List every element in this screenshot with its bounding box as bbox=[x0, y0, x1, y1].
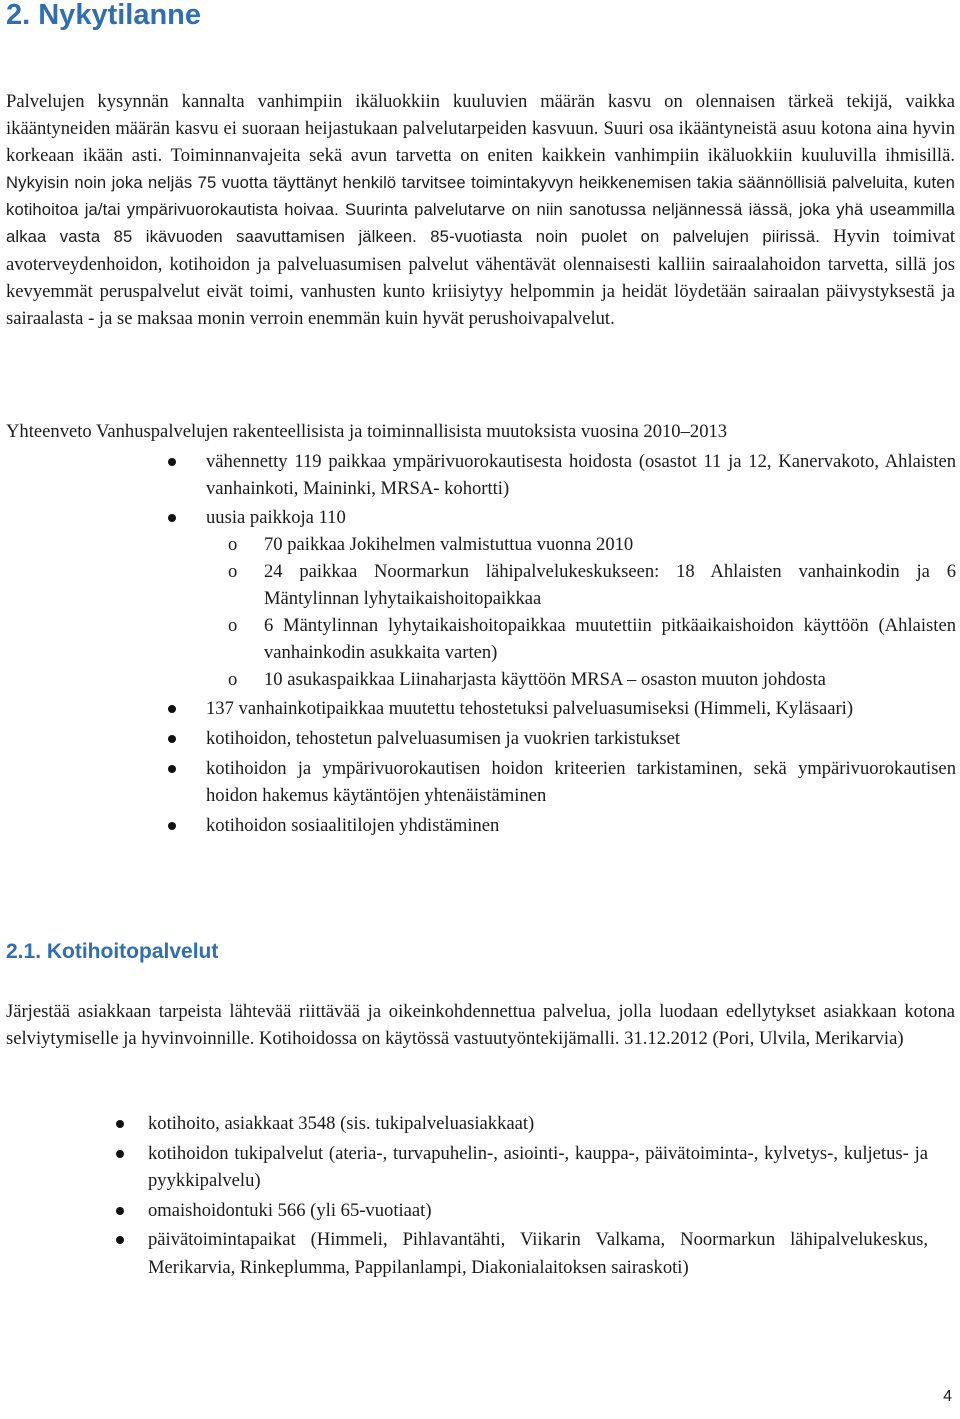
intro-paragraph bbox=[6, 88, 955, 332]
list-item bbox=[206, 812, 956, 839]
sub-list-item bbox=[204, 666, 956, 693]
list-item bbox=[206, 448, 956, 502]
page-number: 4 bbox=[943, 1388, 952, 1405]
bullet-icon bbox=[168, 822, 176, 830]
sub-item-text: 24 paikkaa Noormarkun lähipalvelukeskukseen: 18 Ahlaisten vanhainkodin ja 6 Mäntylinnan lyhytaikaishoitopaikkaa bbox=[264, 561, 956, 609]
sub-item-text: 70 paikkaa Jokihelmen valmistuttua vuonna 2010 bbox=[264, 534, 634, 555]
list-item bbox=[206, 755, 956, 809]
kotihoito-list bbox=[148, 1110, 928, 1281]
section-title: 2. Nykytilanne bbox=[6, 0, 202, 31]
kotihoito-item-text: päivätoimintapaikat (Himmeli, Pihlavantähti, Viikarin Valkama, Noormarkun lähipalvelukeskus, Merikarvia, Rinkeplumma, Pappilanlampi, Diakonialaitoksen sairaskoti) bbox=[148, 1229, 928, 1278]
sub-item-text: 10 asukaspaikkaa Liinaharjasta käyttöön MRSA – osaston muuton johdosta bbox=[264, 669, 826, 690]
sub-list-item bbox=[204, 612, 956, 666]
summary-item-text: kotihoidon, tehostetun palveluasumisen ja vuokrien tarkistukset bbox=[206, 728, 681, 749]
bullet-icon bbox=[116, 1207, 124, 1215]
list-item bbox=[148, 1226, 928, 1281]
kotihoito-item-text: kotihoidon tukipalvelut (ateria-, turvapuhelin-, asiointi-, kauppa-, päivätoiminta-, kylvetys-, kuljetus- ja pyykkipalvelu) bbox=[148, 1142, 928, 1191]
summary-list bbox=[206, 448, 956, 839]
list-item bbox=[206, 695, 956, 722]
bullet-icon bbox=[168, 514, 176, 522]
list-item bbox=[206, 725, 956, 752]
summary-title: Yhteenveto Vanhuspalvelujen rakenteellisista ja toiminnallisista muutoksista vuosina 2010–2013 bbox=[6, 421, 728, 442]
sub-list bbox=[204, 531, 956, 693]
subsection-title: 2.1. Kotihoitopalvelut bbox=[6, 940, 219, 963]
list-item bbox=[148, 1140, 928, 1195]
bullet-icon bbox=[116, 1120, 124, 1128]
summary-item-text: kotihoidon sosiaalitilojen yhdistäminen bbox=[206, 815, 500, 836]
bullet-icon bbox=[168, 458, 176, 466]
sub-item-text: 6 Mäntylinnan lyhytaikaishoitopaikkaa muutettiin pitkäaikaishoidon käyttöön (Ahlaisten vanhainkodin asukkaita varten) bbox=[264, 615, 956, 663]
list-item bbox=[148, 1110, 928, 1138]
list-item bbox=[148, 1197, 928, 1225]
intro-text-sans: Nykyisin noin joka neljäs 75 vuotta täyttänyt henkilö tarvitsee toimintakyvyn heikkenemisen takia säännöllisiä palveluita, kuten kotihoitoa ja/tai ympärivuorokautista hoivaa. Suurinta palvelutarve on niin sanotussa neljännessä iässä, joka yhä useammilla alkaa vasta 85 ikävuoden saavuttamisen jälkeen. 85-vuotiasta noin puolet on palvelujen piirissä. bbox=[6, 173, 955, 247]
summary-item-text: vähennetty 119 paikkaa ympärivuorokautisesta hoidosta (osastot 11 ja 12, Kanervakoto, Ahlaisten vanhainkoti, Maininki, MRSA- kohortti) bbox=[206, 451, 956, 499]
kotihoito-item-text: kotihoito, asiakkaat 3548 (sis. tukipalveluasiakkaat) bbox=[148, 1113, 535, 1134]
sub-bullet-marker: o bbox=[228, 561, 238, 582]
sub-bullet-marker: o bbox=[228, 615, 238, 636]
sub-bullet-marker: o bbox=[228, 534, 238, 555]
list-item bbox=[206, 504, 956, 693]
intro-text-end: Hyvin toimivat avoterveydenhoidon, kotihoidon ja palveluasumisen palvelut vähentävät olennaisesti kalliin sairaalahoidon tarvetta, sillä jos kevyemmät peruspalvelut eivät toimi, vanhusten kunto kriisiytyy helpommin ja heidät löydetään sairaalan päivystyksestä ja sairaalasta - ja se maksaa monin verroin enemmän kuin hyvät perushoivapalvelut. bbox=[6, 226, 956, 329]
bullet-icon bbox=[168, 705, 176, 713]
summary-item-text: uusia paikkoja 110 bbox=[206, 507, 346, 528]
summary-item-text: kotihoidon ja ympärivuorokautisen hoidon kriteerien tarkistaminen, sekä ympärivuorokautisen hoidon hakemus käytäntöjen yhtenäistäminen bbox=[206, 758, 956, 806]
sub-list-item bbox=[204, 558, 956, 612]
intro-text-serif: Palvelujen kysynnän kannalta vanhimpiin ikäluokkiin kuuluvien määrän kasvu on olennaisen tärkeä tekijä, vaikka ikääntyneiden määrän kasvu ei suoraan heijastukaan palvelutarpeiden kasvuun. Suuri osa ikääntyneistä asuu kotona aina hyvin korkeaan ikään asti. Toiminnanvajeita sekä avun tarvetta on eniten kaikkein vanhimpiin ikäluokkiin kuuluvilla ihmisillä. bbox=[6, 91, 955, 167]
bullet-icon bbox=[116, 1236, 124, 1244]
bullet-icon bbox=[168, 735, 176, 743]
bullet-icon bbox=[168, 765, 176, 773]
bullet-icon bbox=[116, 1150, 124, 1158]
summary-item-text: 137 vanhainkotipaikkaa muutettu tehostetuksi palveluasumiseksi (Himmeli, Kyläsaari) bbox=[206, 698, 854, 719]
kotihoito-item-text: omaishoidontuki 566 (yli 65-vuotiaat) bbox=[148, 1199, 432, 1221]
sub-list-item bbox=[204, 531, 956, 558]
sub-bullet-marker: o bbox=[228, 669, 238, 690]
kotihoito-paragraph: Järjestää asiakkaan tarpeista lähtevää riittävää ja oikeinkohdennettua palvelua, jolla luodaan edellytykset asiakkaan kotona selviytymiselle ja hyvinvoinnille. Kotihoidossa on käytössä vastuutyöntekijämalli. 31.12.2012 (Pori, Ulvila, Merikarvia) bbox=[6, 1001, 955, 1050]
